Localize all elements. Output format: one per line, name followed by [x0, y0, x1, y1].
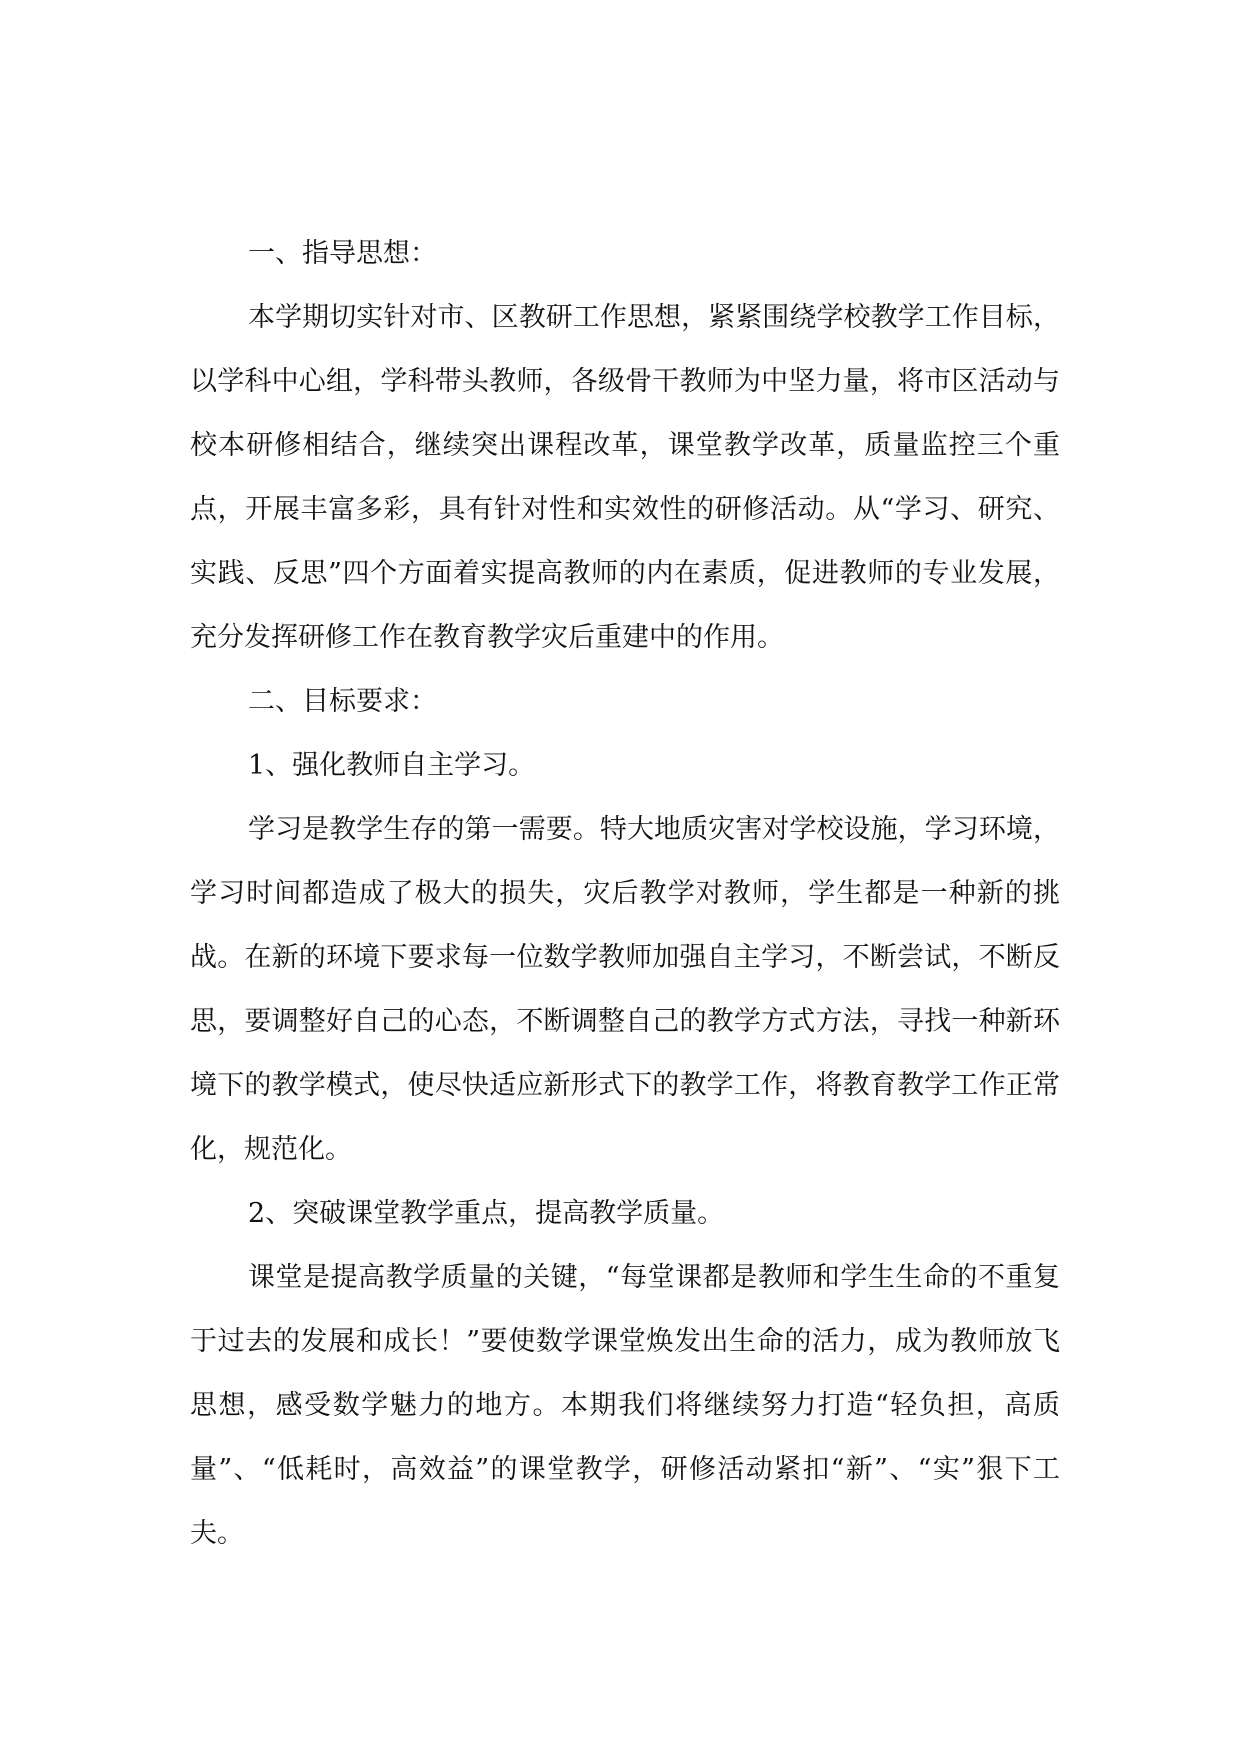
paragraph-guiding-thought: 本学期切实针对市、区教研工作思想，紧紧围绕学校教学工作目标，以学科中心组，学科带头教师，各级骨干教师为中坚力量，将市区活动与校本研修相结合，继续突出课程改革，课堂教学改革，质量监控三个重点，开展丰富多彩，具有针对性和实效性的研修活动。从“学习、研究、实践、反思”四个方面着实提高教师的内在素质，促进教师的专业发展，充分发挥研修工作在教育教学灾后重建中的作用。 [190, 302, 1060, 653]
document-body [190, 222, 1060, 1566]
subheading-classroom-teaching: 2、突破课堂教学重点，提高教学质量。 [248, 1198, 725, 1229]
heading-guiding-thought: 一、指导思想： [248, 238, 437, 269]
paragraph-self-study: 学习是教学生存的第一需要。特大地质灾害对学校设施，学习环境，学习时间都造成了极大的损失，灾后教学对教师，学生都是一种新的挑战。在新的环境下要求每一位数学教师加强自主学习，不断尝试，不断反思，要调整好自己的心态，不断调整自己的教学方式方法，寻找一种新环境下的教学模式，使尽快适应新形式下的教学工作，将教育教学工作正常化，规范化。 [190, 814, 1060, 1165]
paragraph-classroom-teaching: 课堂是提高教学质量的关键，“每堂课都是教师和学生生命的不重复于过去的发展和成长！”要使数学课堂焕发出生命的活力，成为教师放飞思想，感受数学魅力的地方。本期我们将继续努力打造“轻负担，高质量”、“低耗时，高效益”的课堂教学，研修活动紧扣“新”、“实”狠下工夫。 [190, 1262, 1060, 1549]
subheading-self-study: 1、强化教师自主学习。 [248, 750, 536, 781]
heading-goals: 二、目标要求： [248, 686, 437, 717]
